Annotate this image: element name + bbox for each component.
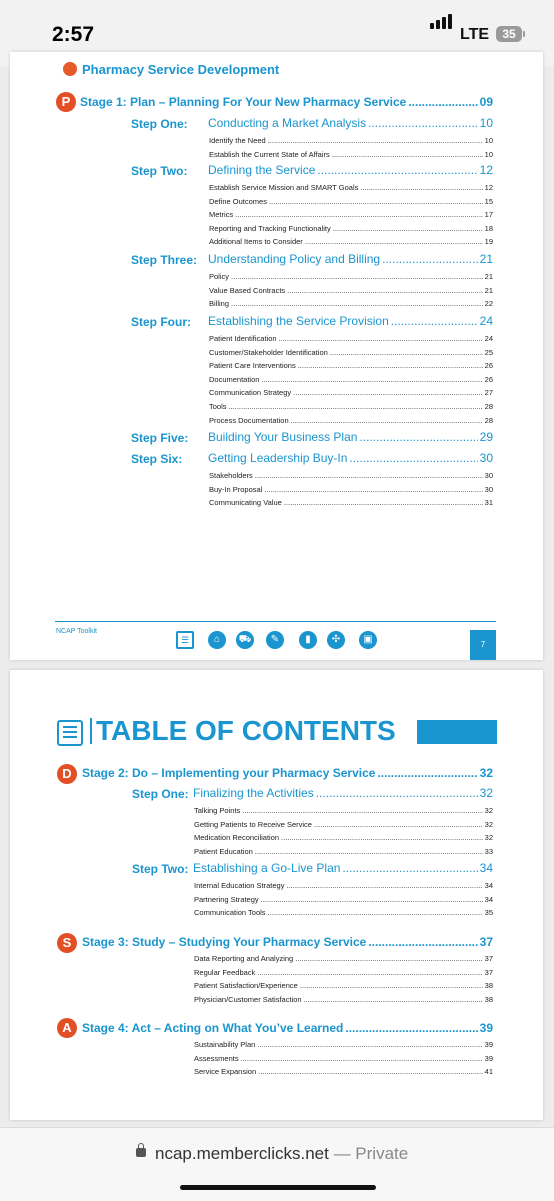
toc-leader: [300, 981, 483, 990]
toc-leader: [235, 210, 482, 219]
toc-subitem[interactable]: [194, 1067, 493, 1076]
toc-page: 09: [479, 95, 493, 109]
toc-step-1[interactable]: [193, 786, 493, 800]
store-icon[interactable]: ⌂: [208, 631, 226, 649]
toc-page: 35: [484, 908, 493, 918]
toc-leader: [368, 935, 477, 949]
battery-icon: 35: [496, 26, 522, 42]
toc-entry-title: Tools: [209, 402, 227, 411]
toc-leader: [359, 430, 477, 444]
toc-page: 27: [484, 388, 493, 398]
toc-entry-title: Service Expansion: [194, 1067, 257, 1077]
toc-leader: [295, 954, 482, 963]
toc-entry-title: Communication Tools: [194, 908, 266, 918]
toc-subitem[interactable]: [194, 895, 493, 904]
toc-page: 12: [479, 163, 493, 177]
footer-label: NCAP Toolkit: [56, 628, 97, 635]
toc-entry-title: Reporting and Tracking Functionality: [209, 223, 331, 233]
toc-entry-title: Additional Items to Consider: [209, 237, 303, 247]
toc-leader: [255, 471, 483, 480]
browser-address-bar[interactable]: [0, 1127, 554, 1201]
toc-step-label: Step Five:: [131, 431, 189, 445]
toc-stage-4[interactable]: [82, 1021, 493, 1035]
toc-step-4[interactable]: [208, 314, 493, 328]
toc-leader: [382, 252, 478, 266]
toc-page: 39: [479, 1021, 493, 1035]
toc-subitem[interactable]: [194, 954, 493, 963]
toc-page: 25: [484, 347, 493, 357]
title-divider: [90, 718, 92, 744]
toc-leader: [333, 224, 483, 233]
toc-entry-title: Establishing a Go-Live Plan: [193, 861, 341, 875]
delivery-icon[interactable]: ⛟: [236, 631, 254, 649]
toc-subitem[interactable]: [209, 485, 493, 494]
private-label: — Private: [333, 1144, 409, 1163]
toc-subitem[interactable]: [209, 299, 493, 308]
toc-page: 32: [484, 819, 493, 829]
toc-entry-title: Identify the Need: [209, 136, 266, 145]
toc-entry-title: Value Based Contracts: [209, 285, 286, 295]
toc-subitem[interactable]: [209, 361, 493, 370]
toc-leader: [330, 348, 483, 357]
toc-page: 32: [484, 833, 493, 843]
toc-page: 19: [484, 237, 493, 247]
toc-leader: [231, 272, 483, 281]
toc-subitem[interactable]: [194, 847, 493, 856]
toc-entry-title: Stage 4: Act – Acting on What You’ve Learned: [82, 1021, 344, 1035]
toc-subitem[interactable]: [209, 286, 493, 295]
toc-entry-title: Finalizing the Activities: [193, 786, 314, 800]
toc-subitem[interactable]: [209, 224, 493, 233]
toc-page: 32: [484, 806, 493, 815]
toc-leader: [293, 388, 483, 397]
toc-stage-2[interactable]: [82, 766, 493, 780]
toc-leader: [231, 299, 483, 308]
toc-subitem[interactable]: [209, 183, 493, 192]
toc-leader: [349, 451, 477, 465]
toc-entry-title: Internal Education Strategy: [194, 881, 285, 890]
toc-leader: [314, 820, 483, 829]
document-page-8[interactable]: [10, 670, 543, 1120]
toc-subitem[interactable]: [194, 881, 493, 890]
toc-leader: [316, 786, 478, 800]
toc-page: 39: [484, 1053, 493, 1063]
toc-leader: [360, 183, 482, 192]
network-icon[interactable]: ✣: [327, 631, 345, 649]
toc-entry-title: Conducting a Market Analysis: [208, 116, 367, 130]
toc-page: 10: [479, 116, 493, 130]
toc-page: 32: [479, 766, 493, 780]
toc-page: 30: [479, 451, 493, 465]
toc-step-6[interactable]: [208, 451, 493, 465]
toc-page: 29: [479, 430, 493, 444]
toc-entry-title: Stakeholders: [209, 471, 253, 480]
toc-entry-title: Medication Reconciliation: [194, 833, 280, 843]
toc-subitem[interactable]: [194, 1054, 493, 1063]
toc-subitem[interactable]: [194, 995, 493, 1004]
toc-list-icon: [57, 720, 83, 746]
toc-leader: [408, 95, 477, 109]
url-text[interactable]: [155, 1144, 408, 1164]
toc-page: 30: [484, 484, 493, 494]
toc-page: 34: [484, 881, 493, 890]
toc-leader: [345, 1021, 477, 1035]
toc-leader: [261, 375, 482, 384]
toc-subitem[interactable]: [209, 272, 493, 281]
toc-leader: [281, 833, 483, 842]
toc-entry-title: Patient Identification: [209, 334, 277, 343]
toc-entry-title: Patient Satisfaction/Experience: [194, 981, 298, 991]
page-header-title: Pharmacy Service Development: [82, 62, 280, 77]
toc-subitem[interactable]: [209, 237, 493, 246]
toc-entry-title: Assessments: [194, 1053, 239, 1063]
toc-subitem[interactable]: [209, 197, 493, 206]
toc-subitem[interactable]: [194, 981, 493, 990]
toc-page: 18: [484, 223, 493, 233]
toc-leader: [279, 334, 483, 343]
toc-leader: [377, 766, 477, 780]
toc-entry-title: Documentation: [209, 374, 260, 384]
toc-leader: [284, 498, 483, 507]
network-label: LTE: [460, 26, 490, 43]
toc-step-label: Step One:: [132, 787, 189, 801]
toc-leader: [229, 402, 483, 411]
toc-leader: [257, 1040, 482, 1049]
toc-subitem[interactable]: [209, 375, 493, 384]
toc-entry-title: Communicating Value: [209, 498, 282, 508]
toc-entry-title: Billing: [209, 299, 230, 309]
toc-step-label: Step Two:: [131, 164, 188, 178]
toc-subitem[interactable]: [209, 136, 493, 145]
toc-entry-title: Partnering Strategy: [194, 894, 259, 904]
toc-leader: [268, 136, 483, 145]
toc-page: 21: [484, 272, 493, 281]
toc-leader: [261, 895, 483, 904]
toc-page: 30: [484, 471, 493, 480]
toc-stage-3[interactable]: [82, 935, 493, 949]
toc-step-label: Step Four:: [131, 315, 191, 329]
toc-stage-1[interactable]: [80, 95, 493, 109]
toc-leader: [286, 881, 482, 890]
toc-entry-title: Communication Strategy: [209, 388, 292, 398]
toc-entry-title: Getting Patients to Receive Service: [194, 819, 312, 829]
toc-leader: [241, 1054, 483, 1063]
toc-stage-title: Stage 1: Plan – Planning For Your New Pharmacy Service: [80, 95, 407, 109]
toc-entry-title: Regular Feedback: [194, 967, 256, 977]
toc-icon[interactable]: ☰: [176, 631, 194, 649]
page-title: TABLE OF CONTENTS: [96, 715, 396, 746]
toc-entry-title: Establishing the Service Provision: [208, 314, 389, 328]
toc-page: 21: [484, 285, 493, 295]
toc-entry-title: Stage 2: Do – Implementing your Pharmacy Service: [82, 766, 376, 780]
toc-entry-title: Sustainability Plan: [194, 1040, 256, 1049]
toc-entry-title: Talking Points: [194, 806, 241, 815]
toc-page: 21: [479, 252, 493, 266]
toc-entry-title: Policy: [209, 272, 230, 281]
toc-subitem[interactable]: [194, 908, 493, 917]
toc-entry-title: Physician/Customer Satisfaction: [194, 994, 302, 1004]
toc-entry-title: Metrics: [209, 210, 234, 220]
toc-page: 26: [484, 361, 493, 371]
toc-page: 26: [484, 374, 493, 384]
toc-subitem[interactable]: [209, 498, 493, 507]
url-domain: ncap.memberclicks.net: [155, 1144, 329, 1163]
toc-page: 34: [479, 861, 493, 875]
toc-subitem[interactable]: [194, 833, 493, 842]
toc-page: 28: [484, 402, 493, 411]
toc-entry-title: Understanding Policy and Billing: [208, 252, 381, 266]
toc-entry-title: Patient Education: [194, 846, 253, 856]
toc-leader: [298, 361, 483, 370]
toc-entry-title: Defining the Service: [208, 163, 316, 177]
toc-subitem[interactable]: [209, 402, 493, 411]
toc-leader: [268, 908, 483, 917]
toc-step-1[interactable]: [208, 116, 493, 130]
toc-subitem[interactable]: [209, 210, 493, 219]
toc-page: 34: [484, 894, 493, 904]
toc-leader: [304, 995, 483, 1004]
toc-page: 37: [484, 954, 493, 963]
toc-page: 32: [479, 786, 493, 800]
toc-entry-title: Process Documentation: [209, 415, 289, 425]
toc-step-label: Step Three:: [131, 253, 198, 267]
toc-leader: [368, 116, 478, 130]
tools-icon[interactable]: ✎: [266, 631, 284, 649]
toc-leader: [342, 861, 477, 875]
toc-page: 22: [484, 299, 493, 309]
toc-page: 17: [484, 210, 493, 220]
toc-leader: [317, 163, 477, 177]
toc-subitem[interactable]: [194, 820, 493, 829]
toc-step-label: Step Two:: [132, 862, 189, 876]
toc-step-2[interactable]: [193, 861, 493, 875]
toc-entry-title: Stage 3: Study – Studying Your Pharmacy Service: [82, 935, 367, 949]
toc-leader: [291, 416, 483, 425]
toc-subitem[interactable]: [194, 968, 493, 977]
toc-step-3[interactable]: [208, 252, 493, 266]
toc-page: 41: [484, 1067, 493, 1077]
toc-subitem[interactable]: [194, 806, 493, 815]
toc-step-5[interactable]: [208, 430, 493, 444]
toc-entry-title: Patient Care Interventions: [209, 361, 296, 371]
stage-badge-p: P: [56, 92, 76, 112]
toc-leader: [257, 968, 482, 977]
toc-page: 37: [479, 935, 493, 949]
toc-leader: [287, 286, 483, 295]
toc-entry-title: Customer/Stakeholder Identification: [209, 347, 328, 357]
title-accent-block: [417, 720, 497, 744]
toc-subitem[interactable]: [209, 388, 493, 397]
toc-leader: [391, 314, 478, 328]
toc-page: 33: [484, 846, 493, 856]
home-indicator[interactable]: [180, 1185, 376, 1190]
toc-leader: [264, 485, 482, 494]
toc-step-label: Step Six:: [131, 452, 183, 466]
toc-page: 38: [484, 981, 493, 991]
toc-entry-title: Establish Service Mission and SMART Goals: [209, 183, 359, 192]
document-page-7[interactable]: [10, 52, 543, 660]
stage-badge-s: S: [57, 933, 77, 953]
lock-icon: [136, 1148, 146, 1157]
toc-leader: [305, 237, 483, 246]
toc-subitem[interactable]: [209, 471, 493, 480]
toc-page: 12: [484, 183, 493, 192]
toc-step-2[interactable]: [208, 163, 493, 177]
toc-page: 15: [484, 196, 493, 206]
toc-entry-title: Establish the Current State of Affairs: [209, 149, 330, 159]
toc-subitem[interactable]: [194, 1040, 493, 1049]
toc-entry-title: Getting Leadership Buy-In: [208, 451, 348, 465]
toc-page: 37: [484, 967, 493, 977]
stage-badge-a: A: [57, 1018, 77, 1038]
toc-subitem[interactable]: [209, 334, 493, 343]
toc-page: 31: [484, 498, 493, 508]
toc-page: 39: [484, 1040, 493, 1049]
toc-leader: [255, 847, 483, 856]
stage-badge-d: D: [57, 764, 77, 784]
toc-leader: [242, 806, 482, 815]
toc-page: 24: [484, 334, 493, 343]
toc-entry-title: Buy-In Proposal: [209, 484, 263, 494]
toc-page: 10: [484, 136, 493, 145]
footer-divider: [55, 621, 496, 622]
toc-subitem[interactable]: [209, 348, 493, 357]
toc-page: 10: [484, 149, 493, 159]
toc-leader: [332, 150, 483, 159]
toc-entry-title: Data Reporting and Analyzing: [194, 954, 294, 963]
toc-subitem[interactable]: [209, 150, 493, 159]
battery-tip: [523, 31, 525, 37]
toc-step-label: Step One:: [131, 117, 188, 131]
page-number: 7: [470, 630, 496, 660]
toc-entry-title: Building Your Business Plan: [208, 430, 358, 444]
toc-page: 38: [484, 994, 493, 1004]
toc-page: 24: [479, 314, 493, 328]
toc-subitem[interactable]: [209, 416, 493, 425]
pharmacy-icon: [63, 62, 77, 76]
status-time: 2:57: [52, 23, 95, 46]
toc-entry-title: Define Outcomes: [209, 196, 267, 206]
toc-leader: [269, 197, 483, 206]
toc-page: 28: [484, 415, 493, 425]
chart-icon[interactable]: ▮: [299, 631, 317, 649]
clipboard-icon[interactable]: ▣: [359, 631, 377, 649]
toc-leader: [258, 1067, 483, 1076]
